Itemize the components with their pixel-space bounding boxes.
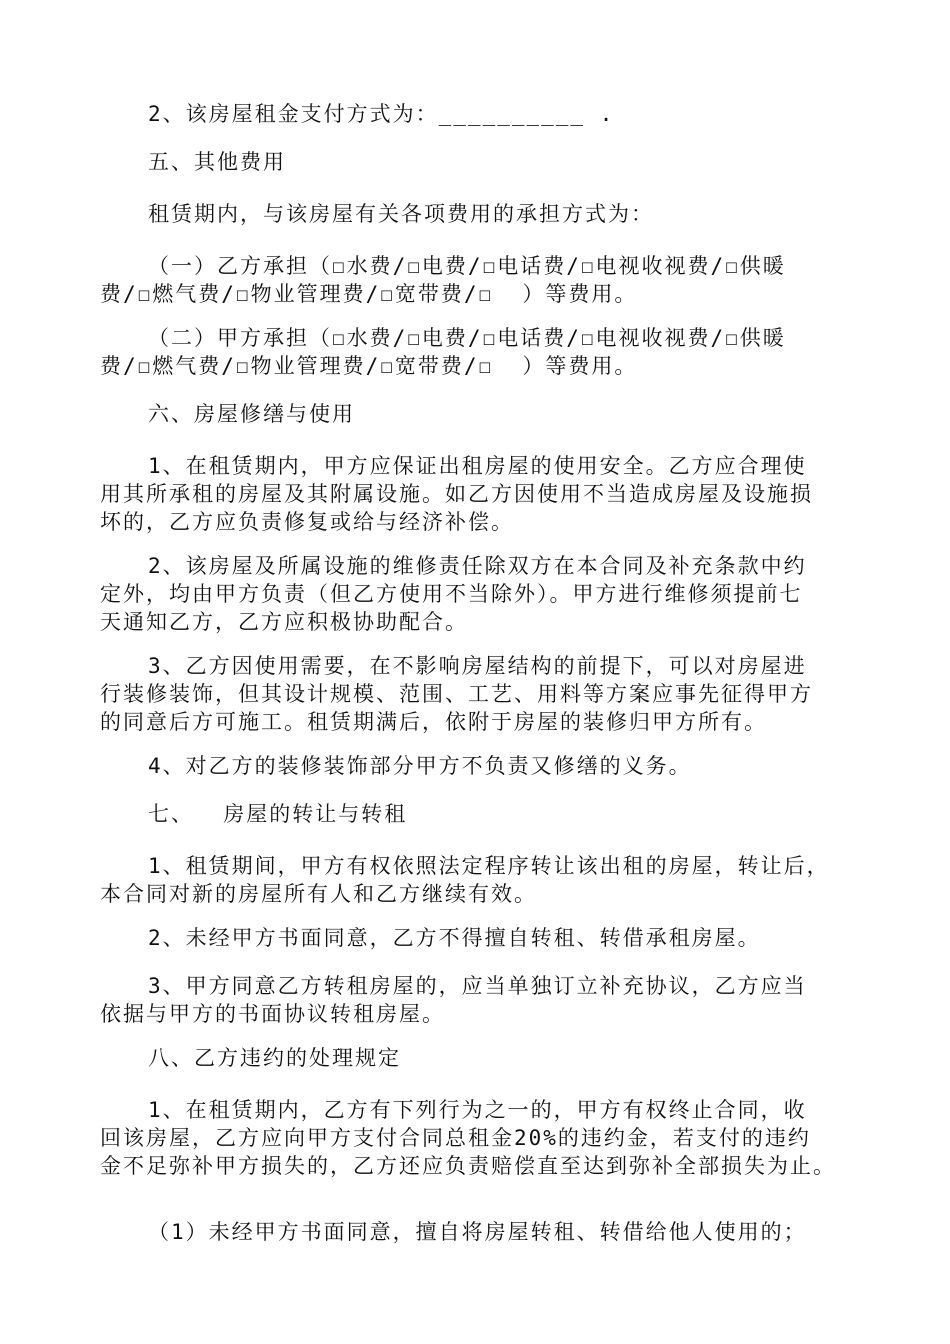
section-5-heading: 五、其他费用 — [148, 150, 286, 174]
transfer-clause-3-line-2: 依据与甲方的书面协议转租房屋。 — [100, 1002, 445, 1026]
breach-clause-1-line-1: 1、在租赁期内，乙方有下列行为之一的，甲方有权终止合同，收 — [148, 1098, 807, 1122]
section-7-heading: 七、 房屋的转让与转租 — [148, 802, 408, 826]
landlord-costs-line-2: 费/☐燃气费/☐物业管理费/☐宽带费/☐ ）等费用。 — [100, 354, 638, 378]
repair-clause-2-line-1: 2、该房屋及所属设施的维修责任除双方在本合同及补充条款中约 — [148, 554, 807, 578]
repair-clause-1-line-2: 用其所承租的房屋及其附属设施。如乙方因使用不当造成房屋及设施损 — [100, 482, 813, 506]
tenant-costs-line-1: （一）乙方承担（☐水费/☐电费/☐电话费/☐电视收视费/☐供暖 — [148, 254, 786, 278]
transfer-clause-2: 2、未经甲方书面同意，乙方不得擅自转租、转借承租房屋。 — [148, 926, 761, 950]
section-8-heading: 八、乙方违约的处理规定 — [148, 1046, 401, 1070]
rent-payment-method-line: 2、该房屋租金支付方式为：__________ . — [148, 102, 615, 126]
repair-clause-2-line-3: 天通知乙方，乙方应积极协助配合。 — [100, 610, 468, 634]
breach-clause-1-line-3: 金不足弥补甲方损失的，乙方还应负责赔偿直至达到弥补全部损失为止。 — [100, 1154, 836, 1178]
tenant-costs-line-2: 费/☐燃气费/☐物业管理费/☐宽带费/☐ ）等费用。 — [100, 282, 638, 306]
repair-clause-3-line-1: 3、乙方因使用需要，在不影响房屋结构的前提下，可以对房屋进 — [148, 654, 807, 678]
repair-clause-2-line-2: 定外，均由甲方负责（但乙方使用不当除外）。甲方进行维修须提前七 — [100, 582, 803, 606]
repair-clause-3-line-2: 行装修装饰，但其设计规模、范围、工艺、用料等方案应事先征得甲方 — [100, 682, 813, 706]
breach-clause-1-line-2: 回该房屋，乙方应向甲方支付合同总租金20%的违约金，若支付的违约 — [100, 1126, 811, 1150]
landlord-costs-line-1: （二）甲方承担（☐水费/☐电费/☐电话费/☐电视收视费/☐供暖 — [148, 326, 786, 350]
repair-clause-1-line-1: 1、在租赁期内，甲方应保证出租房屋的使用安全。乙方应合理使 — [148, 454, 807, 478]
repair-clause-4: 4、对乙方的装修装饰部分甲方不负责又修缮的义务。 — [148, 754, 692, 778]
transfer-clause-1-line-1: 1、租赁期间，甲方有权依照法定程序转让该出租的房屋，转让后， — [148, 854, 830, 878]
repair-clause-3-line-3: 的同意后方可施工。租赁期满后，依附于房屋的装修归甲方所有。 — [100, 710, 767, 734]
repair-clause-1-line-3: 坏的，乙方应负责修复或给与经济补偿。 — [100, 510, 514, 534]
transfer-clause-3-line-1: 3、甲方同意乙方转租房屋的，应当单独订立补充协议，乙方应当 — [148, 974, 807, 998]
section-6-heading: 六、房屋修缮与使用 — [148, 402, 355, 426]
section-5-intro: 租赁期内，与该房屋有关各项费用的承担方式为： — [148, 202, 654, 226]
transfer-clause-1-line-2: 本合同对新的房屋所有人和乙方继续有效。 — [100, 882, 537, 906]
breach-item-1: （1）未经甲方书面同意，擅自将房屋转租、转借给他人使用的； — [148, 1220, 807, 1244]
